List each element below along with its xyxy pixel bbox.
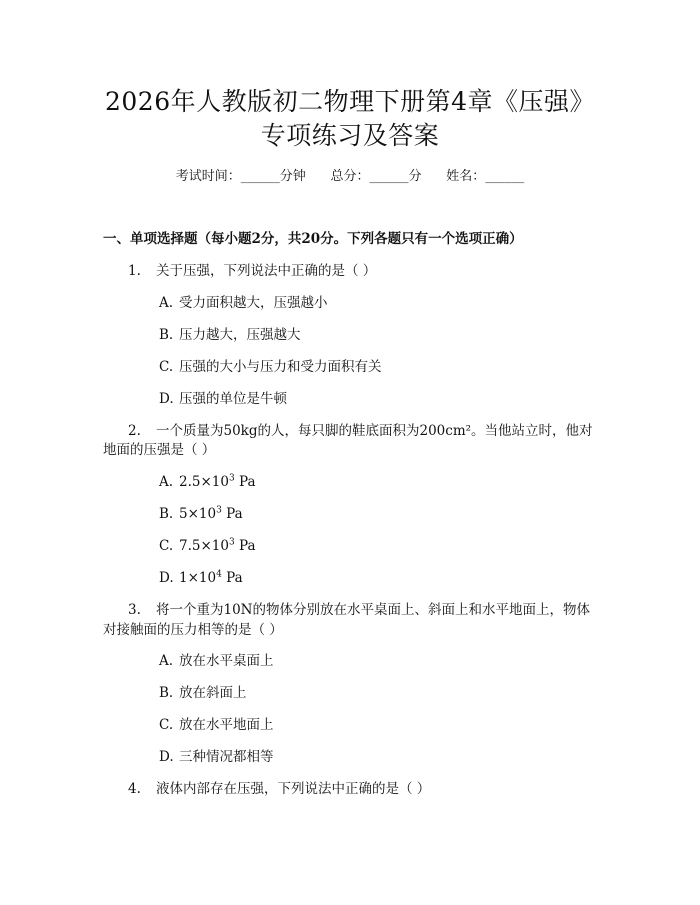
option-unit: Pa [221, 506, 243, 522]
question-text-line1: 将一个重为10N的物体分别放在水平桌面上、斜面上和水平地面上，物体 [156, 602, 590, 618]
question-1-option-b [159, 325, 301, 345]
question-3-option-d [159, 747, 274, 767]
question-text-line2: 对接触面的压力相等的是（ ） [103, 622, 283, 638]
option-text: 放在水平地面上 [179, 717, 274, 733]
option-letter: C. [159, 538, 174, 554]
question-number: 1. [128, 263, 141, 279]
option-letter: C. [159, 359, 174, 375]
option-unit: Pa [234, 474, 256, 490]
exam-info-line: 考试时间：______分钟 总分：______分 姓名：______ [175, 169, 525, 184]
option-text: 压强的大小与压力和受力面积有关 [179, 359, 382, 375]
question-2-continuation [103, 440, 215, 460]
question-number: 3. [128, 602, 141, 618]
option-text: 压力越大，压强越大 [179, 327, 301, 343]
option-letter: A. [159, 653, 174, 669]
option-text: 放在斜面上 [179, 685, 247, 701]
option-letter: A. [159, 295, 174, 311]
option-letter: D. [159, 749, 174, 765]
document-title-line2: 专项练习及答案 [260, 121, 440, 150]
option-letter: B. [159, 506, 174, 522]
question-2-option-d [159, 568, 243, 588]
option-letter: D. [159, 570, 174, 586]
option-text: 受力面积越大，压强越小 [179, 295, 328, 311]
option-letter: B. [159, 685, 174, 701]
option-letter: B. [159, 327, 174, 343]
question-3-option-a [159, 651, 274, 671]
option-letter: C. [159, 717, 174, 733]
question-text: 关于压强，下列说法中正确的是（ ） [156, 263, 377, 279]
question-1-option-d [159, 389, 287, 409]
question-2-option-a [159, 472, 256, 492]
option-text: 放在水平桌面上 [179, 653, 274, 669]
question-1-option-a [159, 293, 328, 313]
option-unit: Pa [221, 570, 243, 586]
question-number: 4. [128, 781, 141, 797]
question-4 [128, 779, 430, 799]
option-exponent: 3 [216, 505, 222, 516]
option-text: 压强的单位是牛顿 [179, 391, 287, 407]
question-3-option-c [159, 715, 274, 735]
question-number: 2. [128, 423, 141, 439]
option-base: 2.5×10 [179, 474, 229, 490]
option-unit: Pa [234, 538, 256, 554]
question-3-continuation [103, 620, 283, 640]
option-letter: D. [159, 391, 174, 407]
option-base: 1×10 [179, 570, 217, 586]
option-exponent: 4 [216, 569, 222, 580]
question-1-option-c [159, 357, 382, 377]
question-2 [128, 421, 593, 441]
question-2-option-b [159, 504, 243, 524]
option-exponent: 3 [228, 473, 235, 484]
question-1 [128, 261, 376, 281]
option-exponent: 3 [228, 537, 235, 548]
question-2-option-c [159, 536, 256, 556]
option-base: 5×10 [179, 506, 217, 522]
question-3 [128, 600, 590, 620]
option-letter: A. [159, 474, 174, 490]
document-title-line1: 2026年人教版初二物理下册第4章《压强》 [104, 87, 596, 116]
question-text-line2: 地面的压强是（ ） [103, 442, 216, 458]
option-text: 三种情况都相等 [179, 749, 274, 765]
option-base: 7.5×10 [179, 538, 229, 554]
question-text: 液体内部存在压强，下列说法中正确的是（ ） [156, 781, 431, 797]
question-3-option-b [159, 683, 247, 703]
section-heading: 一、单项选择题（每小题2分，共20分。下列各题只有一个选项正确） [103, 231, 523, 247]
question-text-line1: 一个质量为50kg的人，每只脚的鞋底面积为200cm²。当他站立时，他对 [156, 423, 593, 439]
